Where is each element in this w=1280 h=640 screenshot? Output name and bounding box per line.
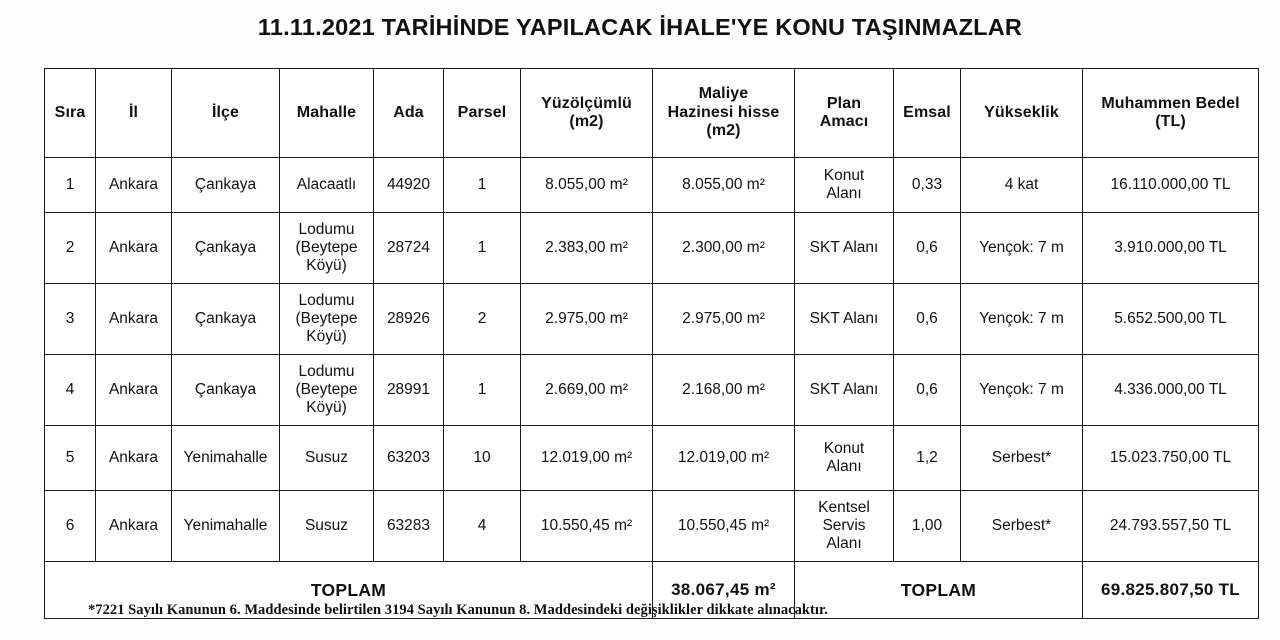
header-line-2: Amacı (819, 113, 869, 130)
cell-il: Ankara (96, 213, 172, 284)
cell-yukseklik: Yençok: 7 m (961, 213, 1083, 284)
header-line-2: (TL) (1155, 113, 1186, 130)
column-header-il: İl (96, 69, 172, 158)
header-line-1: Yüzölçümlü (541, 94, 632, 112)
cell-mahalle: Lodumu (Beytepe Köyü) (280, 284, 374, 355)
cell-yuzolcumlu: 8.055,00 m² (521, 158, 653, 213)
cell-il: Ankara (96, 426, 172, 491)
cell-yuzolcumlu: 10.550,45 m² (521, 491, 653, 562)
cell-muhammen-bedel: 15.023.750,00 TL (1083, 426, 1259, 491)
cell-mahalle: Alacaatlı (280, 158, 374, 213)
cell-parsel: 1 (444, 213, 521, 284)
cell-mahalle: Lodumu (Beytepe Köyü) (280, 213, 374, 284)
cell-sira: 3 (45, 284, 96, 355)
column-header-emsal: Emsal (894, 69, 961, 158)
column-header-sira: Sıra (45, 69, 96, 158)
cell-sira: 1 (45, 158, 96, 213)
cell-yukseklik: Serbest* (961, 426, 1083, 491)
cell-plan-amaci: SKT Alanı (795, 355, 894, 426)
cell-emsal: 0,6 (894, 213, 961, 284)
header-line-1: Muhammen Bedel (1101, 94, 1240, 112)
cell-parsel: 1 (444, 355, 521, 426)
auction-table-container (44, 68, 1258, 619)
cell-ada: 63203 (374, 426, 444, 491)
cell-ilce: Yenimahalle (172, 491, 280, 562)
cell-ilce: Yenimahalle (172, 426, 280, 491)
cell-ilce: Çankaya (172, 355, 280, 426)
cell-parsel: 4 (444, 491, 521, 562)
footnote: *7221 Sayılı Kanunun 6. Maddesinde belirtilen 3194 Sayılı Kanunun 8. Maddesindeki değişiklikler dikkate alınacaktır. (88, 602, 828, 618)
cell-yukseklik: Serbest* (961, 491, 1083, 562)
cell-parsel: 1 (444, 158, 521, 213)
table-row (45, 158, 1259, 213)
cell-ada: 28926 (374, 284, 444, 355)
cell-emsal: 1,00 (894, 491, 961, 562)
header-line-1: Maliye (698, 85, 749, 103)
cell-plan-amaci: Kentsel Servis Alanı (795, 491, 894, 562)
cell-il: Ankara (96, 284, 172, 355)
cell-emsal: 0,33 (894, 158, 961, 213)
cell-ilce: Çankaya (172, 284, 280, 355)
column-header-mahalle: Mahalle (280, 69, 374, 158)
column-header-maliye-hazinesi-hisse (653, 69, 795, 158)
cell-il: Ankara (96, 158, 172, 213)
table-row (45, 284, 1259, 355)
cell-yuzolcumlu: 12.019,00 m² (521, 426, 653, 491)
cell-parsel: 10 (444, 426, 521, 491)
cell-sira: 4 (45, 355, 96, 426)
header-line-2: Hazinesi hisse (667, 103, 780, 121)
header-line-3: (m2) (706, 122, 741, 140)
table-row (45, 491, 1259, 562)
column-header-ada: Ada (374, 69, 444, 158)
page-title: 11.11.2021 TARİHİNDE YAPILACAK İHALE'YE KONU TAŞINMAZLAR (257, 14, 1023, 40)
cell-emsal: 0,6 (894, 284, 961, 355)
cell-emsal: 0,6 (894, 355, 961, 426)
table-row (45, 213, 1259, 284)
cell-muhammen-bedel: 16.110.000,00 TL (1083, 158, 1259, 213)
total-yuzolcumlu-value: 38.067,45 m² (653, 562, 795, 619)
cell-yuzolcumlu: 2.383,00 m² (521, 213, 653, 284)
cell-maliye-hissesi: 2.168,00 m² (653, 355, 795, 426)
header-line-1: Plan (826, 94, 862, 112)
cell-yukseklik: Yençok: 7 m (961, 355, 1083, 426)
cell-plan-amaci: SKT Alanı (795, 213, 894, 284)
cell-plan-amaci: Konut Alanı (795, 426, 894, 491)
cell-ada: 28724 (374, 213, 444, 284)
cell-maliye-hissesi: 2.300,00 m² (653, 213, 795, 284)
cell-muhammen-bedel: 24.793.557,50 TL (1083, 491, 1259, 562)
column-header-yukseklik: Yükseklik (961, 69, 1083, 158)
cell-sira: 2 (45, 213, 96, 284)
auction-table (44, 68, 1259, 619)
cell-sira: 6 (45, 491, 96, 562)
cell-maliye-hissesi: 8.055,00 m² (653, 158, 795, 213)
total-label-right: TOPLAM (795, 562, 1083, 619)
total-bedel-value: 69.825.807,50 TL (1083, 562, 1259, 619)
cell-mahalle: Susuz (280, 426, 374, 491)
header-row (45, 69, 1259, 158)
column-header-yuzolcumlu (521, 69, 653, 158)
total-label-left: TOPLAM (45, 562, 653, 619)
column-header-ilce: İlçe (172, 69, 280, 158)
cell-ilce: Çankaya (172, 213, 280, 284)
cell-emsal: 1,2 (894, 426, 961, 491)
cell-muhammen-bedel: 4.336.000,00 TL (1083, 355, 1259, 426)
cell-muhammen-bedel: 3.910.000,00 TL (1083, 213, 1259, 284)
table-header (45, 69, 1259, 158)
table-row (45, 355, 1259, 426)
table-row (45, 426, 1259, 491)
header-line-2: (m2) (569, 113, 604, 130)
cell-ada: 44920 (374, 158, 444, 213)
cell-maliye-hissesi: 12.019,00 m² (653, 426, 795, 491)
cell-ada: 28991 (374, 355, 444, 426)
cell-il: Ankara (96, 355, 172, 426)
column-header-plan-amaci (795, 69, 894, 158)
cell-muhammen-bedel: 5.652.500,00 TL (1083, 284, 1259, 355)
cell-sira: 5 (45, 426, 96, 491)
cell-ada: 63283 (374, 491, 444, 562)
column-header-parsel: Parsel (444, 69, 521, 158)
column-header-muhammen-bedel (1083, 69, 1259, 158)
cell-yukseklik: 4 kat (961, 158, 1083, 213)
cell-yuzolcumlu: 2.975,00 m² (521, 284, 653, 355)
table-body (45, 158, 1259, 562)
cell-maliye-hissesi: 2.975,00 m² (653, 284, 795, 355)
cell-maliye-hissesi: 10.550,45 m² (653, 491, 795, 562)
cell-yuzolcumlu: 2.669,00 m² (521, 355, 653, 426)
cell-ilce: Çankaya (172, 158, 280, 213)
cell-plan-amaci: SKT Alanı (795, 284, 894, 355)
cell-plan-amaci: Konut Alanı (795, 158, 894, 213)
cell-yukseklik: Yençok: 7 m (961, 284, 1083, 355)
cell-il: Ankara (96, 491, 172, 562)
cell-mahalle: Susuz (280, 491, 374, 562)
cell-mahalle: Lodumu (Beytepe Köyü) (280, 355, 374, 426)
cell-parsel: 2 (444, 284, 521, 355)
